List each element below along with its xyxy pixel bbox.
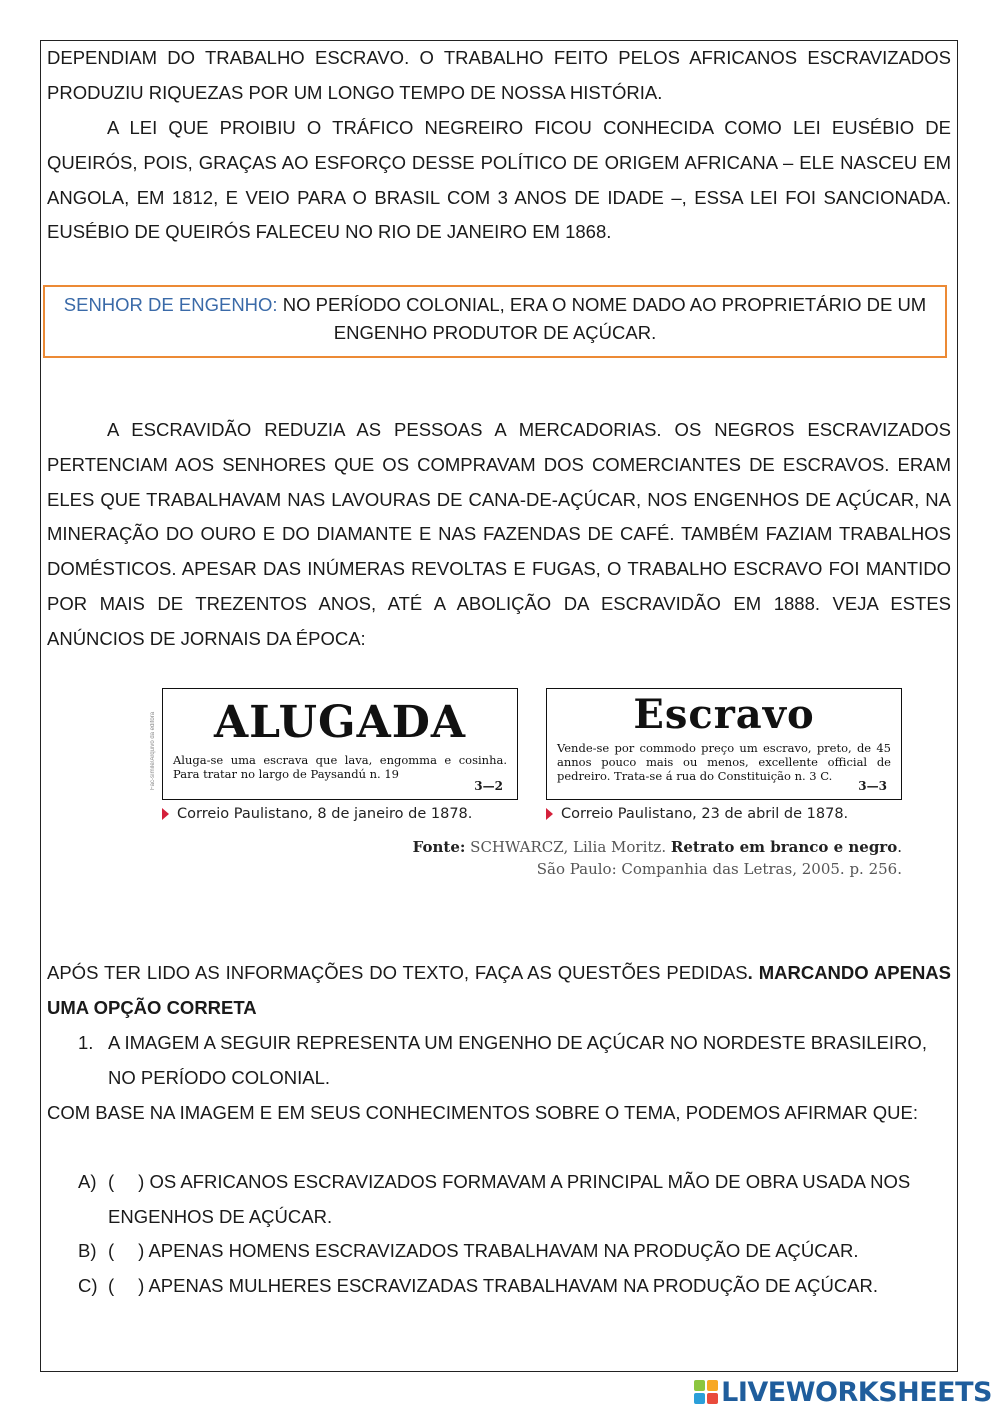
liveworksheets-brand[interactable] (693, 1377, 992, 1407)
question-text: A IMAGEM A SEGUIR REPRESENTA UM ENGENHO DE AÇÚCAR NO NORDESTE BRASILEIRO, NO PERÍODO COLONIAL. (108, 1032, 927, 1088)
instructions-text: APÓS TER LIDO AS INFORMAÇÕES DO TEXTO, FAÇA AS QUESTÕES PEDIDAS (47, 962, 748, 983)
option-paren-open: ( (108, 1275, 115, 1296)
option-paren-close: ) (138, 1275, 145, 1296)
definition-term: SENHOR DE ENGENHO: (63, 294, 278, 315)
option-paren-close: ) (138, 1171, 145, 1192)
option-text: APENAS MULHERES ESCRAVIZADAS TRABALHAVAM NA PRODUÇÃO DE AÇÚCAR. (148, 1275, 879, 1296)
ad-body: Vende-se por commodo preço um escravo, preto, de 45 annos pouco mais ou menos, excellente official de pedreiro. Trata-se á rua do Constituição n. 3 C. (557, 741, 891, 783)
instructions (47, 956, 951, 1026)
option-a (78, 1165, 948, 1235)
ad-number: 3—3 (858, 779, 887, 793)
ad-number: 3—2 (474, 779, 503, 793)
option-letter: A) (78, 1171, 97, 1192)
question-number: 1. (78, 1032, 94, 1053)
paragraph-eusebio-law: A LEI QUE PROIBIU O TRÁFICO NEGREIRO FICOU CONHECIDA COMO LEI EUSÉBIO DE QUEIRÓS, POIS, GRAÇAS AO ESFORÇO DESSE POLÍTICO DE ORIGEM AFRICANA – ELE NASCEU EM ANGOLA, EM 1812, E VEIO PARA O BRASIL COM 3 ANOS DE IDADE –, ESSA LEI FOI SANCIONADA. EUSÉBIO DE QUEIRÓS FALECEU NO RIO DE JANEIRO EM 1868. (47, 117, 951, 243)
question-prompt: COM BASE NA IMAGEM E EM SEUS CONHECIMENTOS SOBRE O TEMA, PODEMOS AFIRMAR QUE: (47, 1102, 919, 1123)
liveworksheets-logo-icon (693, 1379, 719, 1405)
paragraph-slavery: A ESCRAVIDÃO REDUZIA AS PESSOAS A MERCADORIAS. OS NEGROS ESCRAVIZADOS PERTENCIAM AOS SENHORES QUE OS COMPRAVAM DOS COMERCIANTES DE ESCRAVOS. ERAM ELES QUE TRABALHAVAM NAS LAVOURAS DE CANA-DE-AÇÚCAR, NOS ENGENHOS DE AÇÚCAR, NA MINERAÇÃO DO OURO E DO DIAMANTE E NAS FAZENDAS DE CAFÉ. TAMBÉM FAZIAM TRABALHOS DOMÉSTICOS. APESAR DAS INÚMERAS REVOLTAS E FUGAS, O TRABALHO ESCRAVO FOI MANTIDO POR MAIS DE TREZENTOS ANOS, ATÉ A ABOLIÇÃO DA ESCRAVIDÃO EM 1888. VEJA ESTES ANÚNCIOS DE JORNAIS DA ÉPOCA: (47, 419, 951, 649)
arrow-icon (546, 808, 553, 820)
source-line-1: Fonte: SCHWARCZ, Lilia Moritz. Retrato em branco e negro. (412, 838, 902, 856)
source-line-2: São Paulo: Companhia das Letras, 2005. p. 256. (536, 860, 902, 878)
option-b (78, 1234, 948, 1269)
option-letter: B) (78, 1240, 97, 1261)
source-title: Retrato em branco e negro (670, 838, 898, 856)
option-paren-close: ) (138, 1240, 145, 1261)
option-c (78, 1269, 948, 1304)
brand-name: LIVEWORKSHEETS (721, 1376, 992, 1408)
option-text: APENAS HOMENS ESCRAVIZADOS TRABALHAVAM NA PRODUÇÃO DE AÇÚCAR. (148, 1240, 859, 1261)
paragraph-slave-labor: DEPENDIAM DO TRABALHO ESCRAVO. O TRABALHO FEITO PELOS AFRICANOS ESCRAVIZADOS PRODUZIU RIQUEZAS POR UM LONGO TEMPO DE NOSSA HISTÓRIA. (47, 47, 951, 103)
question-1 (78, 1026, 948, 1096)
option-paren-open: ( (108, 1171, 115, 1192)
option-text: OS AFRICANOS ESCRAVIZADOS FORMAVAM A PRINCIPAL MÃO DE OBRA USADA NOS ENGENHOS DE AÇÚCAR. (108, 1171, 911, 1227)
ad-body: Aluga-se uma escrava que lava, engomma e cosinha. Para tratar no largo de Paysandú n. 19 (173, 753, 507, 781)
ad-headline: ALUGADA (213, 697, 467, 748)
newspaper-ad-escravo (546, 688, 902, 800)
caption-text: Correio Paulistano, 8 de janeiro de 1878. (177, 806, 473, 822)
ad-headline: Escravo (633, 691, 815, 738)
caption-left (162, 806, 472, 822)
arrow-icon (162, 808, 169, 820)
newspaper-ad-alugada (162, 688, 518, 800)
source-label: Fonte: (412, 838, 466, 856)
definition-text: NO PERÍODO COLONIAL, ERA O NOME DADO AO PROPRIETÁRIO DE UM ENGENHO PRODUTOR DE AÇÚCAR. (277, 294, 927, 343)
caption-text: Correio Paulistano, 23 de abril de 1878. (561, 806, 849, 822)
definition-box (43, 285, 947, 358)
image-credit: Fac-símile/Arquivo da editora (150, 711, 156, 790)
instructions-bold: . MARCANDO APENAS UMA OPÇÃO CORRETA (47, 962, 951, 1018)
caption-right (546, 806, 848, 822)
option-letter: C) (78, 1275, 98, 1296)
source-author: SCHWARCZ, Lilia Moritz. (465, 838, 671, 856)
option-paren-open: ( (108, 1240, 115, 1261)
